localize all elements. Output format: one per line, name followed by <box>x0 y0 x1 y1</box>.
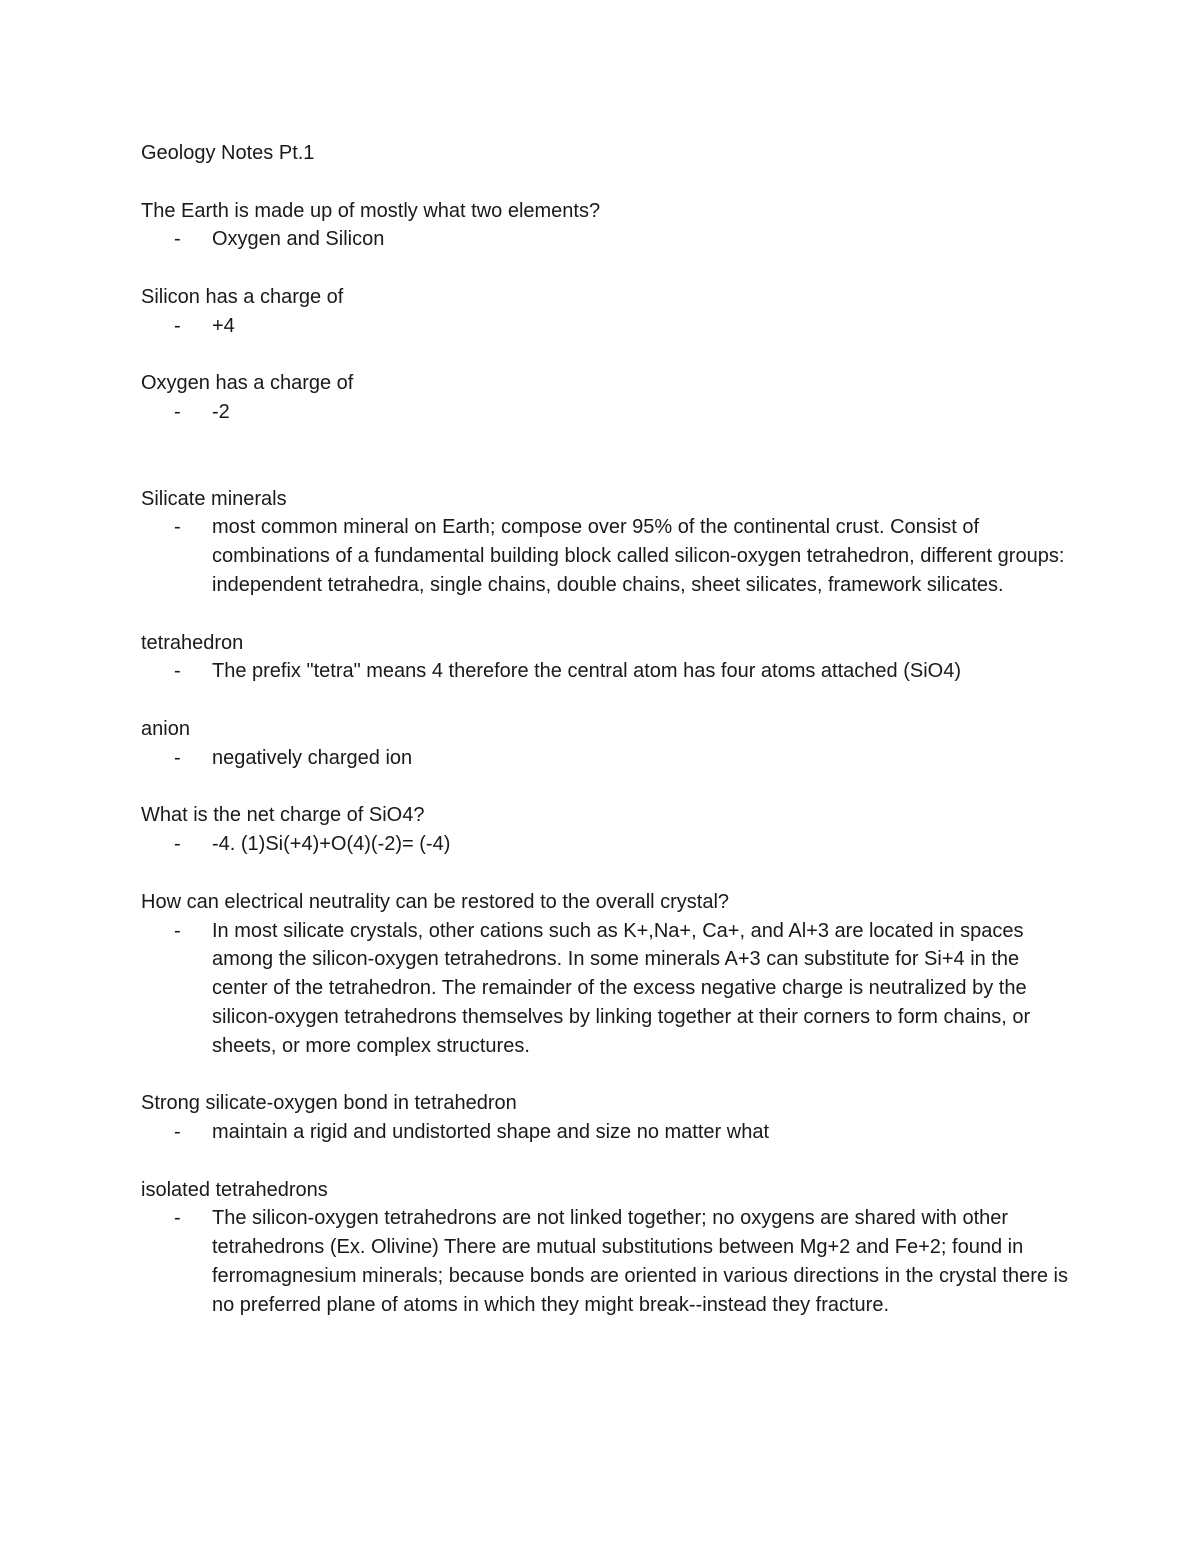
note-bullet-text: most common mineral on Earth; compose over 95% of the continental crust. Consist of combinations of a fundamental building block called silicon-oxygen tetrahedron, different groups: independent tetrahedra, single chains, double chains, sheet silicates, framework silicates. <box>212 516 1065 596</box>
dash-marker: - <box>174 1207 181 1230</box>
dash-marker: - <box>174 1121 181 1144</box>
note-bullet-text: -4. (1)Si(+4)+O(4)(-2)= (-4) <box>212 833 451 856</box>
note-bullets <box>141 830 1071 859</box>
note-heading: tetrahedron <box>141 631 244 654</box>
note-bullet <box>141 830 1071 859</box>
note-section <box>141 888 1071 1061</box>
note-section <box>141 1089 1071 1147</box>
note-heading: Silicon has a charge of <box>141 285 344 308</box>
note-section <box>141 369 1071 427</box>
note-section <box>141 629 1071 687</box>
note-bullets <box>141 1204 1071 1319</box>
dash-marker: - <box>174 660 181 683</box>
note-bullet-text: -2 <box>212 401 230 424</box>
dash-marker: - <box>174 516 181 539</box>
note-bullet <box>141 917 1071 1061</box>
note-bullet <box>141 312 1071 341</box>
note-bullet <box>141 398 1071 427</box>
note-heading: anion <box>141 717 190 740</box>
dash-marker: - <box>174 228 181 251</box>
note-bullet-text: negatively charged ion <box>212 746 413 769</box>
note-bullets <box>141 657 1071 686</box>
note-bullet <box>141 225 1071 254</box>
note-section <box>141 197 1071 255</box>
note-section <box>141 1176 1071 1320</box>
dash-marker: - <box>174 833 181 856</box>
dash-marker: - <box>174 401 181 424</box>
note-bullets <box>141 312 1071 341</box>
note-bullet-text: In most silicate crystals, other cations such as K+,Na+, Ca+, and Al+3 are located in spaces among the silicon-oxygen tetrahedrons. In some minerals A+3 can substitute for Si+4 in the center of the tetrahedron. The remainder of the excess negative charge is neutralized by the silicon-oxygen tetrahedrons themselves by linking together at their corners to form chains, or sheets, or more complex structures. <box>212 919 1031 1057</box>
note-bullet-text: Oxygen and Silicon <box>212 228 385 251</box>
note-heading: isolated tetrahedrons <box>141 1178 328 1201</box>
note-bullet-text: maintain a rigid and undistorted shape and size no matter what <box>212 1121 770 1144</box>
note-bullet <box>141 744 1071 773</box>
dash-marker: - <box>174 746 181 769</box>
note-bullet <box>141 513 1071 599</box>
note-bullet-text: The prefix "tetra" means 4 therefore the central atom has four atoms attached (SiO4) <box>212 660 962 683</box>
note-bullets <box>141 1118 1071 1147</box>
note-bullet-text: +4 <box>212 314 235 337</box>
note-heading: The Earth is made up of mostly what two elements? <box>141 199 601 222</box>
note-section <box>141 715 1071 773</box>
dash-marker: - <box>174 314 181 337</box>
note-section <box>141 801 1071 859</box>
note-bullets <box>141 744 1071 773</box>
note-section <box>141 485 1071 600</box>
note-section <box>141 283 1071 341</box>
note-heading: Oxygen has a charge of <box>141 372 354 395</box>
note-heading: Strong silicate-oxygen bond in tetrahedron <box>141 1092 517 1115</box>
note-bullets <box>141 513 1071 599</box>
note-bullet <box>141 1204 1071 1319</box>
note-bullets <box>141 917 1071 1061</box>
note-bullets <box>141 225 1071 254</box>
note-bullet-text: The silicon-oxygen tetrahedrons are not linked together; no oxygens are shared with other tetrahedrons (Ex. Olivine) There are mutual substitutions between Mg+2 and Fe+2; found in ferromagnesium minerals; because bonds are oriented in various directions in the crystal there is no preferred plane of atoms in which they might break--instead they fracture. <box>212 1207 1068 1316</box>
document-page <box>141 139 1071 1348</box>
note-heading: How can electrical neutrality can be restored to the overall crystal? <box>141 890 730 913</box>
note-bullets <box>141 398 1071 427</box>
note-bullet <box>141 1118 1071 1147</box>
note-heading: What is the net charge of SiO4? <box>141 804 425 827</box>
note-bullet <box>141 657 1071 686</box>
dash-marker: - <box>174 919 181 942</box>
document-title: Geology Notes Pt.1 <box>141 142 315 164</box>
note-heading: Silicate minerals <box>141 487 287 510</box>
